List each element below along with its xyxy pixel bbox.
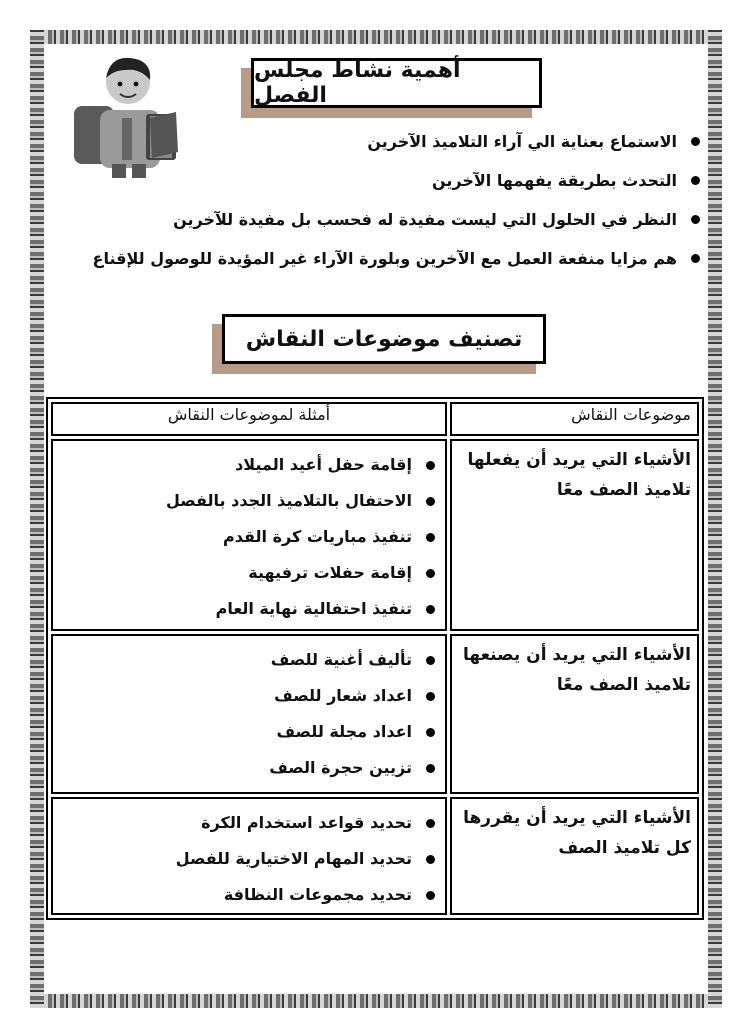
topic-cell: الأشياء التي يريد أن يفعلها تلاميذ الصف معًا [450,439,699,631]
bullet-icon [426,891,435,900]
bullet-icon [426,728,435,737]
list-item: هم مزايا منفعة العمل مع الآخرين وبلورة الآراء غير المؤيدة للوصول للإقناع [60,239,700,278]
list-item: الاستماع بعناية الي آراء التلاميذ الآخرين [60,122,700,161]
bullet-icon [691,176,700,185]
header-examples: أمثلة لموضوعات النقاش [51,402,447,436]
topic-cell: الأشياء التي يريد أن يقررها كل تلاميذ الصف [450,797,699,915]
list-item: تأليف أغنية للصف [53,642,435,678]
list-item: الاحتفال بالتلاميذ الجدد بالفصل [53,483,435,519]
list-item: النظر في الحلول التي ليست مفيدة له فحسب بل مفيدة للآخرين [60,200,700,239]
decorative-border-top [30,30,722,44]
topic-cell: الأشياء التي يريد أن يصنعها تلاميذ الصف معًا [450,634,699,794]
bullet-icon [426,497,435,506]
decorative-border-left [30,30,44,1008]
examples-cell [51,439,447,631]
list-item: إقامة حفل أعيد الميلاد [53,447,435,483]
bullet-icon [426,461,435,470]
list-item: التحدث بطريقة يفهمها الآخرين [60,161,700,200]
bullet-icon [426,656,435,665]
bullet-icon [426,569,435,578]
bullet-icon [426,605,435,614]
decorative-border-bottom [30,994,722,1008]
table-row [51,439,699,631]
classification-title: تصنيف موضوعات النقاش [222,314,546,364]
list-item: اعداد مجلة للصف [53,714,435,750]
topics-table [46,397,704,920]
list-item: تحديد مجموعات النظافة [53,877,435,913]
bullet-icon [426,764,435,773]
bullet-icon [426,533,435,542]
list-item: تزيين حجرة الصف [53,750,435,786]
table-row [51,634,699,794]
decorative-border-right [708,30,722,1008]
list-item: تنفيذ احتفالية نهاية العام [53,591,435,627]
list-item: تحديد قواعد استخدام الكرة [53,805,435,841]
bullet-icon [426,855,435,864]
examples-cell [51,634,447,794]
bullet-icon [691,137,700,146]
bullet-icon [426,819,435,828]
list-item: اعداد شعار للصف [53,678,435,714]
bullet-icon [691,254,700,263]
table-row [51,797,699,915]
importance-title: أهمية نشاط مجلس الفصل [251,58,542,108]
table-header-row [51,402,699,436]
list-item: تحديد المهام الاختيارية للفصل [53,841,435,877]
importance-list [60,122,700,278]
bullet-icon [691,215,700,224]
list-item: تنفيذ مباريات كرة القدم [53,519,435,555]
bullet-icon [426,692,435,701]
examples-cell [51,797,447,915]
list-item: إقامة حفلات ترفيهية [53,555,435,591]
header-topics: موضوعات النقاش [450,402,699,436]
